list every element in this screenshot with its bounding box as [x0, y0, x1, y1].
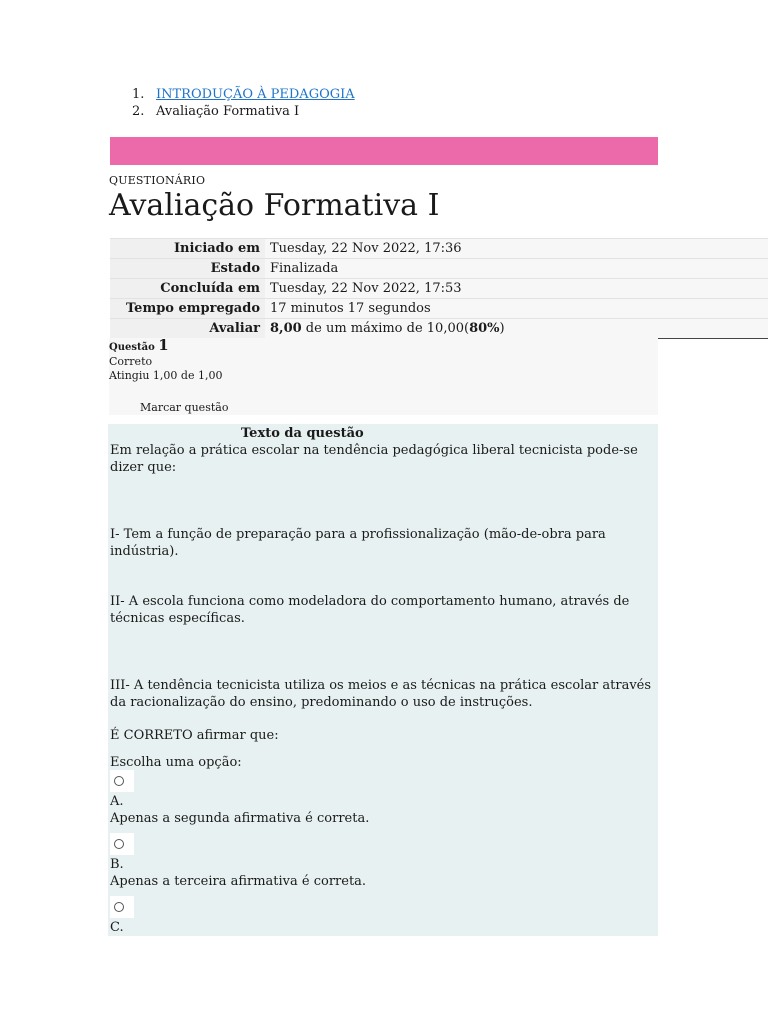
radio-circle-icon [114, 839, 124, 849]
breadcrumb-number: 1. [132, 87, 145, 102]
summary-row [110, 239, 768, 259]
summary-row-grade [110, 319, 768, 339]
breadcrumb-number: 2. [132, 104, 145, 119]
summary-row [110, 259, 768, 279]
question-heading [109, 338, 658, 355]
breadcrumb-item-current [132, 103, 355, 120]
attempt-summary-table [110, 238, 768, 339]
grade-percent: 80% [469, 321, 500, 336]
question-paragraph: II- A escola funciona como modeladora do comportamento humano, através de técnicas específicas. [110, 594, 630, 626]
summary-value: Tuesday, 22 Nov 2022, 17:36 [265, 239, 768, 259]
option-c-letter: C. [110, 920, 124, 935]
flag-question-link[interactable]: Marcar questão [140, 401, 229, 414]
radio-circle-icon [114, 902, 124, 912]
option-a-letter: A. [110, 794, 124, 809]
section-label: QUESTIONÁRIO [109, 174, 206, 187]
summary-row [110, 299, 768, 319]
summary-label: Iniciado em [110, 239, 265, 259]
choose-option-prompt: Escolha uma opção: [110, 755, 242, 770]
option-a-text[interactable]: Apenas a segunda afirmativa é correta. [110, 811, 370, 826]
breadcrumb-link-course[interactable]: INTRODUÇÃO À PEDAGOGIA [156, 87, 355, 102]
summary-label: Estado [110, 259, 265, 279]
grade-middle-text: de um máximo de 10,00( [301, 321, 470, 336]
question-paragraph: I- Tem a função de preparação para a profissionalização (mão-de-obra para indústria). [110, 527, 606, 559]
question-status: Correto [109, 355, 153, 368]
option-b-text[interactable]: Apenas a terceira afirmativa é correta. [110, 874, 367, 889]
summary-label: Tempo empregado [110, 299, 265, 319]
summary-label: Concluída em [110, 279, 265, 299]
option-b-letter: B. [110, 857, 124, 872]
question-number: 1 [158, 336, 169, 354]
header-banner [110, 137, 658, 165]
summary-label: Avaliar [110, 319, 265, 339]
breadcrumb [132, 86, 355, 120]
question-paragraph: Em relação a prática escolar na tendência pedagógica liberal tecnicista pode-se dizer que: [110, 443, 638, 475]
option-a-radio[interactable] [110, 770, 134, 792]
summary-value: Tuesday, 22 Nov 2022, 17:53 [265, 279, 768, 299]
question-points: Atingiu 1,00 de 1,00 [109, 369, 223, 382]
summary-value: 17 minutos 17 segundos [265, 299, 768, 319]
question-content [108, 424, 658, 936]
page-title: Avaliação Formativa I [109, 188, 440, 223]
question-text-heading: Texto da questão [241, 426, 364, 441]
option-c-radio[interactable] [110, 896, 134, 918]
grade-value [265, 319, 768, 339]
option-b-radio[interactable] [110, 833, 134, 855]
radio-circle-icon [114, 776, 124, 786]
question-label: Questão [109, 342, 155, 353]
question-paragraph: É CORRETO afirmar que: [110, 728, 279, 743]
breadcrumb-item-course [132, 86, 355, 103]
breadcrumb-current-label: Avaliação Formativa I [156, 104, 300, 119]
grade-end-text: ) [499, 321, 505, 336]
question-paragraph: III- A tendência tecnicista utiliza os meios e as técnicas na prática escolar através da racionalização do ensino, predominando o uso de instruções. [110, 678, 652, 710]
summary-row [110, 279, 768, 299]
grade-score: 8,00 [270, 321, 302, 336]
question-info [109, 338, 658, 415]
summary-value: Finalizada [265, 259, 768, 279]
